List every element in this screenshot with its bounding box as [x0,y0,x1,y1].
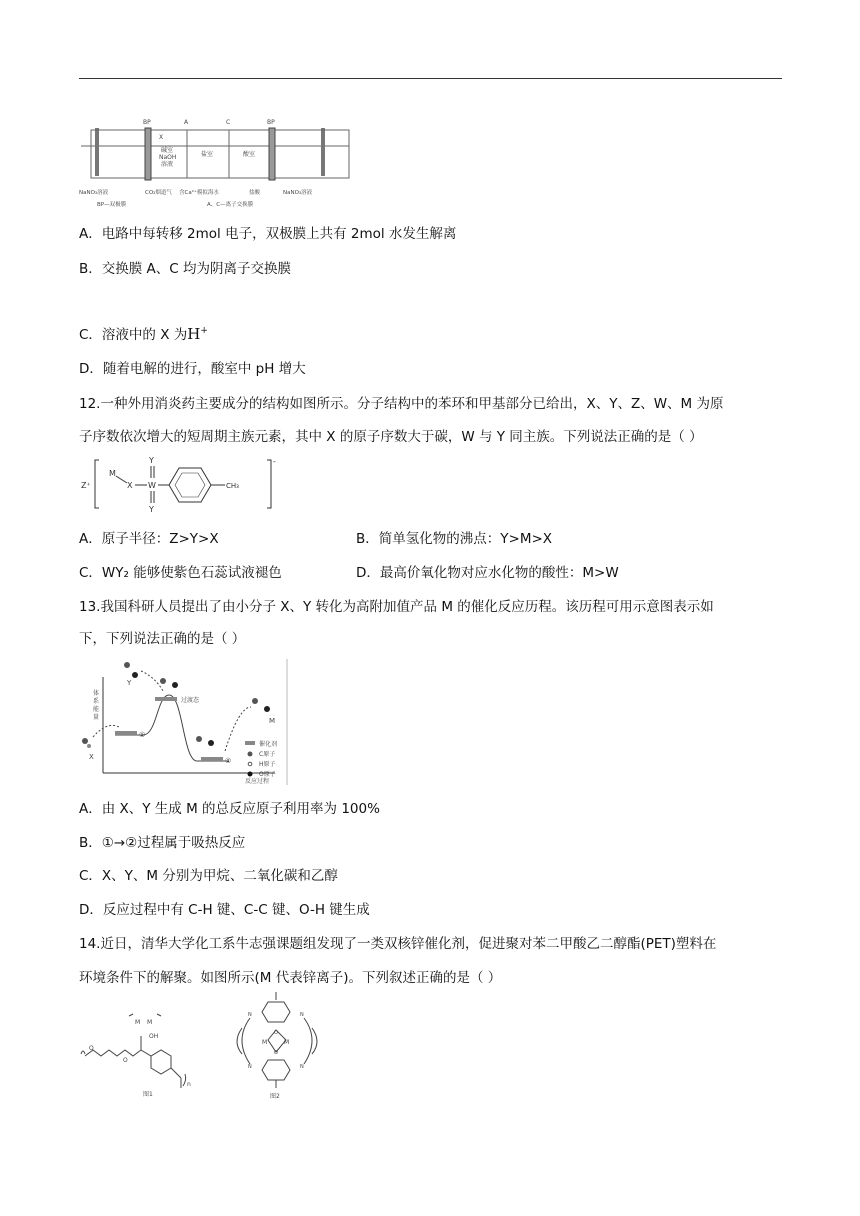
step1-label: ① [139,731,146,739]
q12-option-d: D．最高价氧化物对应水化物的酸性：M>W [356,565,619,581]
legend-ac: A、C—离子交换膜 [207,202,254,208]
q13-stem-line-2: 下，下列说法正确的是（ ） [79,631,246,647]
y-molecule-label: Y [127,679,132,687]
legend-catalyst: 催化剂 [259,741,278,748]
header-rule [79,78,782,79]
q12-option-b: B．简单氢化物的沸点：Y>M>X [356,531,553,547]
q13-option-a: A．由 X、Y 生成 M 的总反应原子利用率为 100% [79,801,380,817]
ts-label: 过渡态 [181,697,200,704]
x-label: X [159,134,164,141]
molecular-structure-figure [79,452,279,516]
atom-y-top: Y [149,456,154,465]
atom-w: W [148,481,156,490]
atom-m: M [109,469,116,478]
zinc-m-left: M [262,1039,268,1046]
bridge-o-bottom: O [274,1050,278,1056]
ester-o-1: O [89,1045,94,1052]
legend-h-atom: H原子 [259,761,276,768]
electrodialysis-figure [79,108,359,216]
legend-c-atom: C原子 [259,751,276,758]
membrane-a-label: A [184,119,189,126]
q11-option-b: B．交换膜 A、C 均为阴离子交换膜 [79,261,292,277]
cation-z: Z⁺ [81,481,91,490]
zinc-catalyst-figure [228,990,328,1100]
q11-option-c-text: C．溶液中的 X 为 [79,327,188,343]
repeat-n: n [187,1081,191,1088]
salt-chamber-label: 盐室 [201,151,214,158]
atom-y-bottom: Y [149,505,154,514]
bottom-label-3: 含Ca²⁺模拟海水 [179,190,219,196]
bp-right-label: BP [267,119,275,126]
q14-stem-line-1: 14.近日，清华大学化工系牛志强课题组发现了一类双核锌催化剂，促进聚对苯二甲酸乙二醇酯(PET)塑料在 [79,936,717,952]
energy-diagram-figure [79,657,291,787]
zinc-m-right: M [284,1039,290,1046]
n-4: N [300,1064,304,1070]
bottom-label-2: CO₂烟道气 [145,190,172,196]
bottom-label-1: NaNO₃溶液 [79,190,109,196]
zinc-m-2: M [147,1019,153,1026]
n-3: N [248,1064,252,1070]
q11-option-c [79,321,208,345]
ester-o-2: O [123,1057,128,1064]
membrane-c-label: C [226,119,231,126]
pet-structure-figure [79,1002,219,1098]
n-2: N [300,1012,304,1018]
figure-1-label: 图1 [143,1091,153,1098]
q11-option-d: D．随着电解的进行，酸室中 pH 增大 [79,361,306,377]
h-plus-formula: H+ [187,325,208,343]
legend-o-atom: O原子 [259,771,276,778]
q12-stem-line-2: 子序数依次增大的短周期主族元素，其中 X 的原子序数大于碳，W 与 Y 同主族。下列说法正确的是（ ） [79,429,703,445]
q14-stem-line-2: 环境条件下的解聚。如图所示(M 代表锌离子)。下列叙述正确的是（ ） [79,970,502,986]
y-axis-label: 体系能量 [93,690,100,721]
alkali-chamber-label: 碱室 NaOH 溶液 [159,147,177,168]
q12-option-a: A．原子半径：Z>Y>X [79,531,219,547]
figure-2-label: 图2 [270,1093,280,1100]
q13-option-c: C．X、Y、M 分别为甲烷、二氧化碳和乙醇 [79,868,338,884]
q12-stem-line-1: 12.一种外用消炎药主要成分的结构如图所示。分子结构中的苯环和甲基部分已给出，X、Y、Z、W、M 为原 [79,396,724,412]
acid-chamber-label: 酸室 [243,151,256,158]
atom-x: X [127,481,133,490]
q13-option-d: D．反应过程中有 C-H 键、C-C 键、O-H 键生成 [79,902,370,918]
q13-stem-line-1: 13.我国科研人员提出了由小分子 X、Y 转化为高附加值产品 M 的催化反应历程。该历程可用示意图表示如 [79,599,714,615]
step2-label: ② [225,757,232,765]
anion-charge: - [273,457,276,466]
q11-option-a: A．电路中每转移 2mol 电子，双极膜上共有 2mol 水发生解离 [79,226,457,242]
q13-option-b: B．①→②过程属于吸热反应 [79,835,246,851]
q12-option-c: C．WY₂ 能够使紫色石蕊试液褪色 [79,565,282,581]
methyl-group: CH₃ [226,482,239,490]
bp-left-label: BP [143,119,151,126]
hydroxyl-label: OH [149,1033,159,1040]
bottom-label-4: 盐酸 [249,190,261,196]
legend-bp: BP—双极膜 [97,202,127,208]
n-1: N [248,1012,252,1018]
x-axis-label: 反应过程 [245,778,270,785]
m-molecule-label: M [269,717,276,725]
zinc-m-1: M [135,1019,141,1026]
bridge-o-top: O [274,1030,278,1036]
x-molecule-label: X [89,753,94,761]
bottom-label-5: NaNO₃溶液 [283,190,313,196]
